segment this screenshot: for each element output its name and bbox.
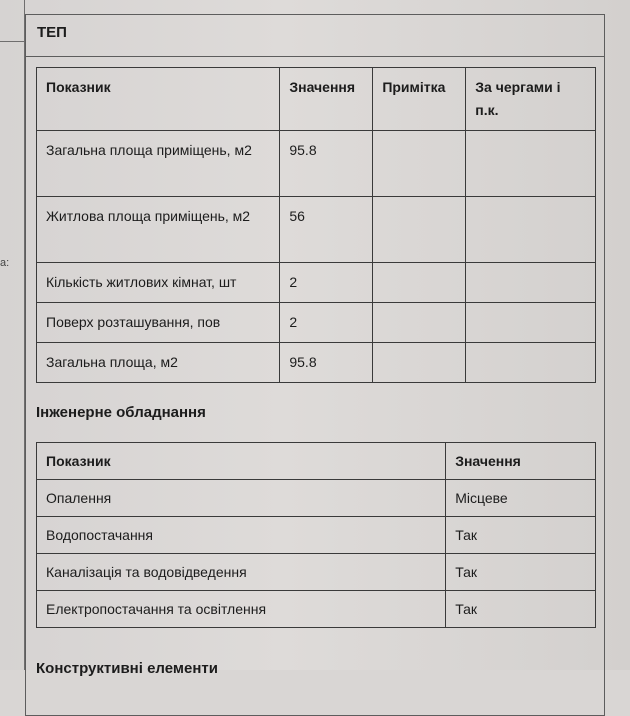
engineering-table: [36, 442, 596, 628]
table-cell: 56: [280, 197, 373, 263]
table-header-row: [37, 68, 596, 131]
table-row: [37, 303, 596, 343]
table-cell: 2: [280, 303, 373, 343]
table-row: [37, 131, 596, 197]
table-cell: [373, 263, 466, 303]
table-header-row: [37, 443, 596, 480]
column-header: Показник: [37, 68, 280, 131]
table-cell: [466, 197, 596, 263]
side-fragment: а:: [0, 257, 10, 269]
table-cell: [373, 131, 466, 197]
column-header: Показник: [37, 443, 446, 480]
tep-table: [36, 67, 596, 383]
table-cell: Житлова площа приміщень, м2: [37, 197, 280, 263]
table-cell: Так: [446, 591, 596, 628]
table-cell: [466, 343, 596, 383]
table-row: [37, 554, 596, 591]
column-header: Значення: [446, 443, 596, 480]
table-row: [37, 591, 596, 628]
engineering-title: Інженерне обладнання: [36, 404, 206, 421]
column-header: Примітка: [373, 68, 466, 131]
table-cell: [373, 343, 466, 383]
table-cell: Поверх розташування, пов: [37, 303, 280, 343]
table-cell: Електропостачання та освітлення: [37, 591, 446, 628]
column-header: Значення: [280, 68, 373, 131]
table-cell: Опалення: [37, 480, 446, 517]
table-cell: Водопостачання: [37, 517, 446, 554]
table-cell: 2: [280, 263, 373, 303]
table-cell: 95.8: [280, 131, 373, 197]
left-header-rule: [0, 41, 26, 42]
table-cell: Так: [446, 517, 596, 554]
table-row: [37, 343, 596, 383]
table-cell: [466, 303, 596, 343]
table-cell: Загальна площа, м2: [37, 343, 280, 383]
next-section-title: Конструктивні елементи: [36, 660, 218, 677]
table-row: [37, 263, 596, 303]
table-row: [37, 517, 596, 554]
header-divider: [25, 56, 605, 57]
table-cell: Загальна площа приміщень, м2: [37, 131, 280, 197]
table-cell: Кількість житлових кімнат, шт: [37, 263, 280, 303]
table-cell: 95.8: [280, 343, 373, 383]
table-cell: Місцеве: [446, 480, 596, 517]
table-cell: [466, 131, 596, 197]
table-row: [37, 480, 596, 517]
table-cell: Каналізація та водовідведення: [37, 554, 446, 591]
table-cell: [466, 263, 596, 303]
table-row: [37, 197, 596, 263]
table-cell: Так: [446, 554, 596, 591]
column-header: За чергами і п.к.: [466, 68, 596, 131]
table-cell: [373, 303, 466, 343]
tep-title: ТЕП: [37, 24, 67, 41]
table-cell: [373, 197, 466, 263]
